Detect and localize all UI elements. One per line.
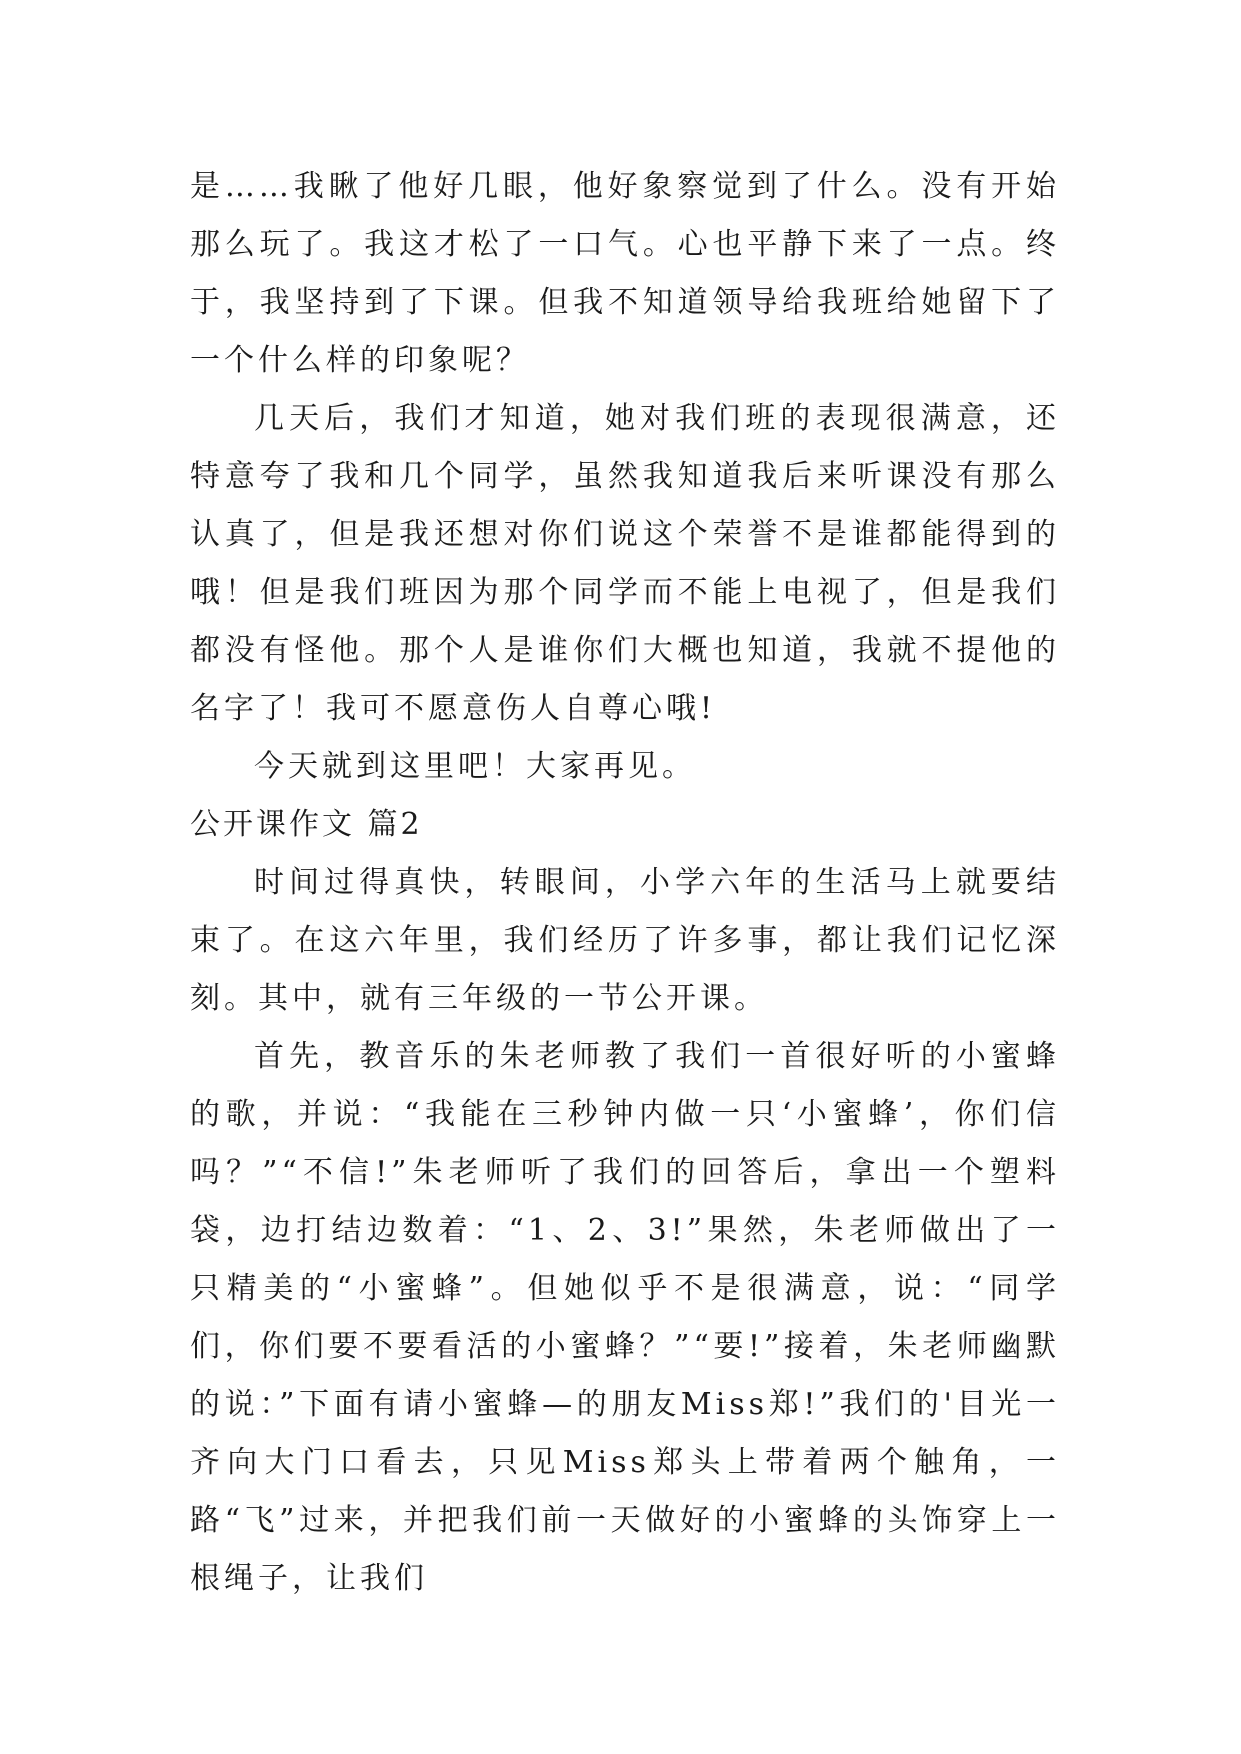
paragraph-2: 几天后，我们才知道，她对我们班的表现很满意，还特意夸了我和几个同学，虽然我知道我后来听课没有那么认真了，但是我还想对你们说这个荣誉不是谁都能得到的哦！但是我们班因为那个同学而不能上电视了，但是我们都没有怪他。那个人是谁你们大概也知道，我就不提他的名字了！我可不愿意伤人自尊心哦! xyxy=(190,401,1060,726)
paragraph-5: 首先，教音乐的朱老师教了我们一首很好听的小蜜蜂的歌，并说：“我能在三秒钟内做一只‘小蜜蜂’，你们信吗？”“不信!”朱老师听了我们的回答后，拿出一个塑料袋，边打结边数着：“1、2、3!”果然，朱老师做出了一只精美的“小蜜蜂”。但她似乎不是很满意，说：“同学们，你们要不要看活的小蜜蜂？”“要!”接着，朱老师幽默的说：”下面有请小蜜蜂—的朋友Miss郑!”我们的'目光一齐向大门口看去，只见Miss郑头上带着两个触角，一路“飞”过来，并把我们前一天做好的小蜜蜂的头饰穿上一根绳子，让我们 xyxy=(190,1039,1060,1596)
paragraph-4: 时间过得真快，转眼间，小学六年的生活马上就要结束了。在这六年里，我们经历了许多事，都让我们记忆深刻。其中，就有三年级的一节公开课。 xyxy=(190,865,1060,1016)
section-heading: 公开课作文 篇2 xyxy=(190,807,423,842)
paragraph-3: 今天就到这里吧！大家再见。 xyxy=(254,749,696,784)
document-body xyxy=(190,158,1060,1608)
paragraph-1: 是……我瞅了他好几眼，他好象察觉到了什么。没有开始那么玩了。我这才松了一口气。心也平静下来了一点。终于，我坚持到了下课。但我不知道领导给我班给她留下了一个什么样的印象呢？ xyxy=(190,169,1060,378)
